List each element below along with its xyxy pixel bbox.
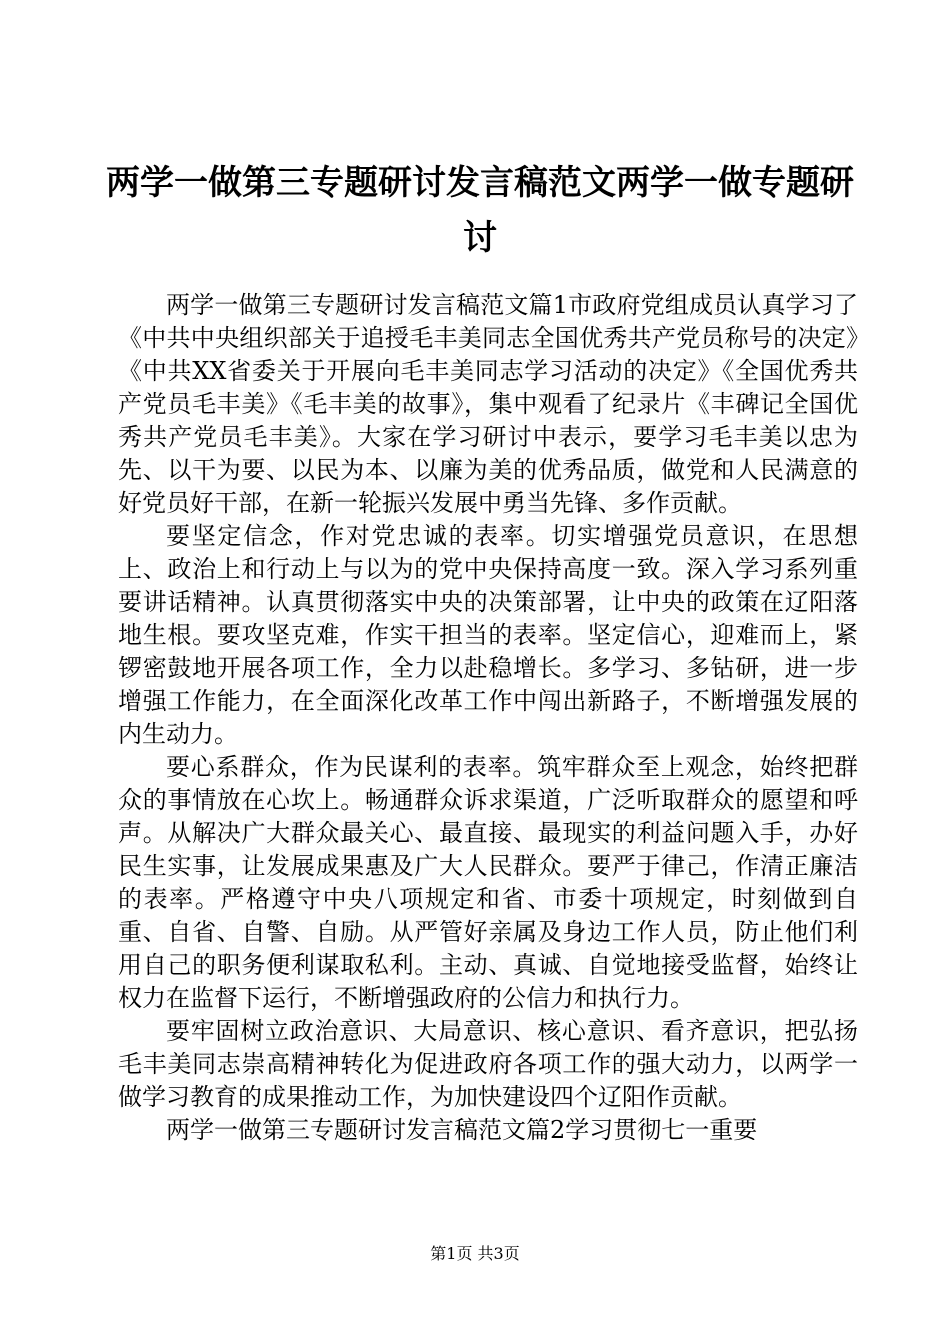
paragraph-3: 要心系群众，作为民谋利的表率。筑牢群众至上观念，始终把群众的事情放在心坎上。畅通群众诉求渠道，广泛听取群众的愿望和呼声。从解决广大群众最关心、最直接、最现实的利益问题入手，办好民生实事，让发展成果惠及广大人民群众。要严于律己，作清正廉洁的表率。严格遵守中央八项规定和省、市委十项规定，时刻做到自重、自省、自警、自励。从严管好亲属及身边工作人员，防止他们利用自己的职务便利谋取私利。主动、真诚、自觉地接受监督，始终让权力在监督下运行，不断增强政府的公信力和执行力。 xyxy=(118,753,858,1012)
document-body xyxy=(118,289,858,1147)
paragraph-4: 要牢固树立政治意识、大局意识、核心意识、看齐意识，把弘扬毛丰美同志崇高精神转化为促进政府各项工作的强大动力，以两学一做学习教育的成果推动工作，为加快建设四个辽阳作贡献。 xyxy=(118,1017,858,1111)
paragraph-2: 要坚定信念，作对党忠诚的表率。切实增强党员意识，在思想上、政治上和行动上与以为的党中央保持高度一致。深入学习系列重要讲话精神。认真贯彻落实中央的决策部署，让中央的政策在辽阳落地生根。要攻坚克难，作实干担当的表率。坚定信心，迎难而上，紧锣密鼓地开展各项工作，全力以赴稳增长。多学习、多钻研，进一步增强工作能力，在全面深化改革工作中闯出新路子，不断增强发展的内生动力。 xyxy=(118,522,858,748)
paragraph-5: 两学一做第三专题研讨发言稿范文篇2学习贯彻七一重要 xyxy=(166,1116,758,1144)
document-title: 两学一做第三专题研讨发言稿范文两学一做专题研讨 xyxy=(106,163,854,258)
paragraph-1: 两学一做第三专题研讨发言稿范文篇1市政府党组成员认真学习了《中共中央组织部关于追授毛丰美同志全国优秀共产党员称号的决定》《中共XX省委关于开展向毛丰美同志学习活动的决定》《全国优秀共产党员毛丰美》《毛丰美的故事》，集中观看了纪录片《丰碑记全国优秀共产党员毛丰美》。大家在学习研讨中表示，要学习毛丰美以忠为先、以干为要、以民为本、以廉为美的优秀品质，做党和人民满意的好党员好干部，在新一轮振兴发展中勇当先锋、多作贡献。 xyxy=(118,291,858,517)
page-footer: 第1页 共3页 xyxy=(430,1244,520,1263)
